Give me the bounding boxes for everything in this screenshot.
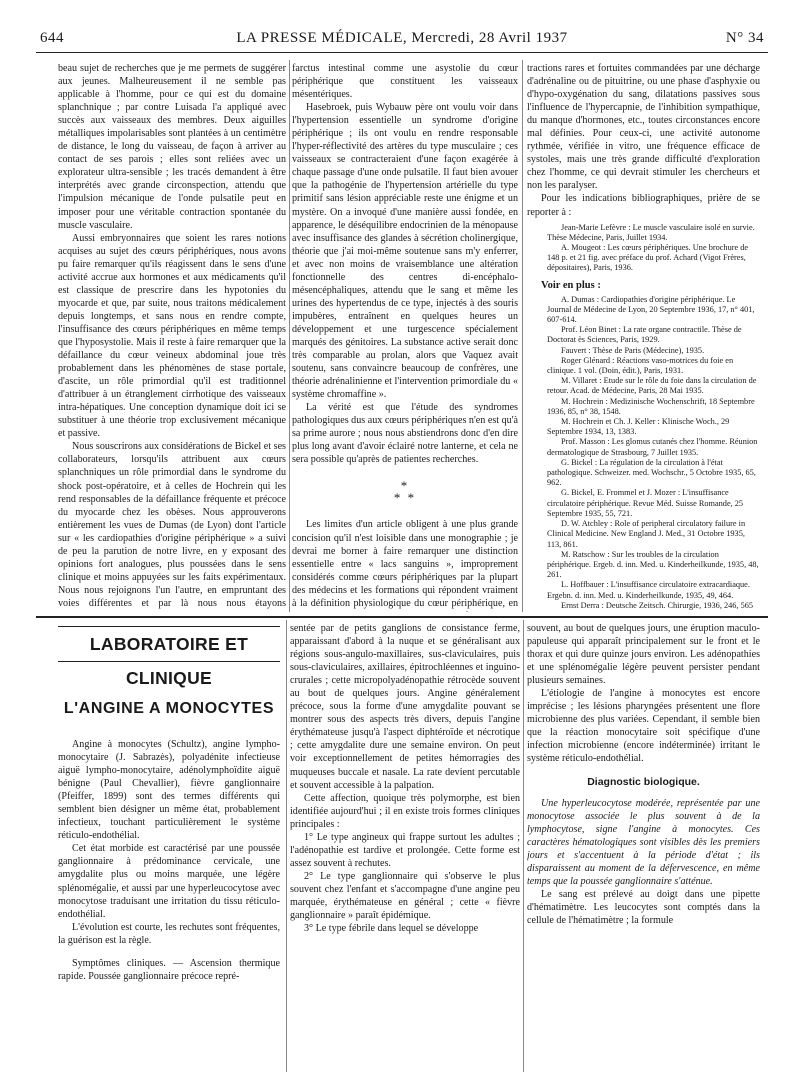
header-rule bbox=[36, 52, 768, 53]
paragraph: L'étiologie de l'angine à monocytes est encore imprécise ; les lésions pharyngées présentent une flore microbienne des plus variées. Cependant, il semble bien que la réaction monocytaire soit spécifique d'une infection microbienne (encore indéterminée) irritant le système réticulo-endothélial. bbox=[527, 688, 760, 765]
see-more-heading: Voir en plus : bbox=[541, 279, 601, 291]
paragraph: Une hyperleucocytose modérée, représentée par une monocytose associée le plus souvent à de la lymphocytose, signe l'angine à monocytes. Ces caractères hématologiques sont visibles dès les premiers jours et s'accentuent à la période d'état ; ils disparaissent au moment de la défervescence, en même temps que la poussée ganglionnaire s'atténue. bbox=[527, 797, 760, 887]
paragraph: 2° Le type ganglionnaire qui s'observe le plus souvent chez l'enfant et s'accompagne d'une angine peu marquée, érythémateuse en général ; cette « fièvre ganglionnaire » paraît épidémique. bbox=[290, 870, 520, 922]
reference: A. Mougeot : Les cœurs périphériques. Une brochure de 148 p. et 21 fig. avec préface du prof. Achard (Vigot Frères, dépositaires), Paris, 1936. bbox=[547, 242, 749, 273]
reference: Fauvert : Thèse de Paris (Médecine), 1935. bbox=[561, 345, 705, 355]
reference: L. Hoffbauer : L'insuffisance circulatoire extracardiaque. Ergebn. d. inn. Med. u. Kinderheilkunde, 1935, 49, 464. bbox=[547, 580, 750, 600]
paragraph: farctus intestinal comme une asystolie du cœur périphérique que constituent les vaisseaux mésentériques. bbox=[292, 63, 518, 101]
paragraph: Pour les indications bibliographiques, prière de se reporter à : bbox=[527, 193, 760, 218]
paragraph: Hasebroek, puis Wybauw père ont voulu voir dans l'hypertension essentielle un syndrome d'origine périphérique ; ils ont voulu en rendre responsable l'hyper-réflectivité des artères du type musculaire ; ces vaisseaux se contracteraient d'une façon exagérée à chaque passage d'une onde pulsatile. Il faut bien avouer que la pathogénie de l'hypertension artérielle du type primitif sans lésion appréciable reste une énigme et un mystère. On a invoqué d'une manière aussi fondée, en apparence, le déséquilibre endocrinien de la ménopause avec insuffisance des glandes à sécrétion cholinergique, théorie que j'ai moi-même soutenue sans m'y enferrer, et avec non moins de vraisemblance une altération fonctionnelle des centres di-encéphalo-mésencéphaliques, attendu que le sang et même les urines des hypertendus de ce type, injectés à des souris impubères, entraînent en quelques heures un développement et une turgescence spécialement marqués des génitoires. La substance active serait donc très comparable au prolan, alors que Vaquez avait soutenu, sans convaincre beaucoup de confrères, une théorie adrénalinienne et l'intervention primordiale du « système chromaffine ». bbox=[292, 102, 518, 401]
section-title: LABORATOIRE ET CLINIQUE bbox=[58, 626, 280, 662]
column-divider bbox=[523, 620, 524, 1072]
column-divider bbox=[286, 620, 287, 1072]
reference: G. Bickel, E. Frommel et J. Mozer : L'insuffisance circulatoire périphérique. Revue Méd. Suisse Romande, 25 Septembre 1935, 55, 721. bbox=[547, 488, 744, 518]
paragraph: Nous souscrirons aux considérations de Bickel et ses collaborateurs, lorsqu'ils attribuent aux cœurs splanchniques un rôle primordial dans le syndrome du shock post-opératoire, et à celles de Hochrein qui les rend responsables de la défaillance fréquente et précoce du myocarde chez les obèses. Nous approuverons entièrement les vues de Dumas (de Lyon) dont l'article sur « les cardiopathies d'origine périphérique » a suivi de peu la parution de notre livre, en y exposant des opinions fort analogues, plus poussées dans le sens clinique et moins appuyées sur les faits expérimentaux. Nous nous rejoignons l'un l'autre, en empruntant des voies différentes et par là nous nous étayons bbox=[58, 441, 286, 609]
page-number: 644 bbox=[40, 30, 64, 46]
reference: Roger Glénard : Réactions vaso-motrices du foie en clinique. 1 vol. (Doin, édit.), Paris, 1931. bbox=[547, 355, 734, 376]
top-column-3 bbox=[527, 62, 760, 612]
reference: Jean-Marie Lefèvre : Le muscle vasculaire isolé en survie. Thèse Médecine, Paris, Juillet 1934. bbox=[547, 222, 755, 242]
issue-number: N° 34 bbox=[725, 30, 764, 46]
paragraph: tractions rares et fortuites commandées par une décharge d'adrénaline ou de pituitrine, ou une phase d'asphyxie ou d'hypo-oxygénation du sang, dilatations passives sous l'influence de l'hypercapnie, de l'inhibition sympathique, du manque d'hormones, etc., toutes circonstances encore mal définies. Pour ceux-ci, une activité autonome rythmée, vérifiée in vitro, une fréquence efficace de systoles, mais une très grande difficulté d'exploration chez l'homme, ce qui devrait stimuler les chercheurs et non les paralyser. bbox=[527, 63, 760, 192]
section-asterism: * * * bbox=[393, 478, 417, 506]
paragraph: La vérité est que l'étude des syndromes pathologiques dus aux cœurs périphériques n'en est qu'à sa prime aurore ; nous nous abstiendrons donc d'en dire plus long avant d'avoir éclairé notre lanterne, et cela ne sera possible qu'après de patientes recherches. bbox=[292, 402, 518, 466]
reference: M. Hochrein : Medizinische Wochenschrift, 18 Septembre 1936, 85, n° 38, 1548. bbox=[547, 396, 755, 416]
journal-title: LA PRESSE MÉDICALE, Mercredi, 28 Avril 1937 bbox=[236, 30, 568, 46]
column-divider bbox=[289, 60, 290, 612]
reference: D. W. Atchley : Role of peripheral circulatory failure in Clinical Medicine. New England J. Med., 31 Octobre 1935, 113, 861. bbox=[547, 519, 746, 549]
paragraph: Cette affection, quoique très polymorphe, est bien identifiée aujourd'hui ; il en existe trois formes cliniques principales : bbox=[290, 792, 520, 830]
section-rule bbox=[36, 616, 768, 618]
reference: Prof. Masson : Les glomus cutanés chez l'homme. Réunion dermatologique de Strasbourg, 7 Juillet 1935. bbox=[547, 437, 758, 457]
column-divider bbox=[522, 60, 523, 612]
paragraph: Aussi embryonnaires que soient les rares notions acquises au sujet des cœurs périphériques, nous avons pu faire remarquer qu'ils réagissent dans le sens d'une activité accrue aux hormones et aux médicaments qu'il est classique de prescrire dans les hypotonies du myocarde et que, par suite, nous traitons médicalement depuis longtemps, et sans nous en rendre compte, l'insuffisance des cœurs périphériques en même temps que l'hyposystolie. Mais il reste à faire remarquer que la défaillance du cœur veineux abdominal joue très probablement dans les phénomènes de stase portale, d'ascite, un rôle primordial qu'il est traditionnel d'attribuer à un étranglement cirrhotique des vaisseaux intra-hépatiques. Une conception dynamique doit ici se substituer à une théorie trop exclusivement mécanique et passive. bbox=[58, 232, 286, 440]
reference: M. Villaret : Etude sur le rôle du foie dans la circulation de retour. Acad. de Médecine, Paris, 28 Mai 1935. bbox=[547, 376, 757, 396]
paragraph: Angine à monocytes (Schultz), angine lympho-monocytaire (J. Sabrazès), polyadénite infectieuse aiguë lympho-monocytaire, adénolymphoïdite aiguë bénigne (Paul Chevallier), fièvre ganglionnaire (Pfeiffer, 1899) sont des termes différents qui semblent bien désigner un même état, probablement infectieux, touchant particulièrement le système réticulo-endothélial. bbox=[58, 739, 280, 842]
article-title: L'ANGINE A MONOCYTES bbox=[63, 700, 275, 717]
paragraph: Les limites d'un article obligent à une plus grande concision qu'il n'est loisible dans une monographie ; je devrai me borner à faire remarquer une distinction essentielle entre « lacs sanguins », improprement considérés comme cœurs périphériques par la plupart des médecins et les formations qui répondent vraiment à la définition physiologique du cœur périphérique, en bbox=[292, 519, 518, 609]
reference: G. Bickel : La régulation de la circulation à l'état pathologique. Schweizer. med. Wochschr., 5 Octobre 1935, 65, 962. bbox=[547, 457, 756, 488]
paragraph: Le sang est prélevé au doigt dans une pipette d'hématimètre. Les leucocytes sont comptés dans la cellule de l'hématimètre ; la formule bbox=[527, 888, 760, 926]
paragraph: beau sujet de recherches que je me permets de suggérer aux jeunes. Malheureusement il ne semble pas applicable à l'homme, pour ce qui est du domaine splanchnique ; par contre Luisada l'a appliqué avec succès aux vaisseaux des membres. Deux aiguilles métalliques impolarisables sont plantées à un centimètre de distance, le long du vaisseau, de façon à arriver au contact de ses parois ; elles sont reliées avec un explorateur ultra-sensible ; les tracés demandent à être interprétés avec grande circonspection, attendu que l'impulsion mécanique de l'onde pulsatile peut en imposer pour une véritable contraction spontanée du muscle vasculaire. bbox=[58, 63, 286, 231]
paragraph: Symptômes cliniques. — Ascension thermique rapide. Poussée ganglionnaire précoce repré- bbox=[58, 957, 280, 982]
paragraph: Cet état morbide est caractérisé par une poussée ganglionnaire à prédominance cervicale, une amygdalite plus ou moins marquée, une légère splénomégalie, et aussi par une hyperleucocytose avec monocytose traduisant une irritation du tissu réticulo-endothélial. bbox=[58, 843, 280, 920]
top-column-2 bbox=[292, 62, 518, 612]
top-column-1 bbox=[58, 62, 286, 610]
paragraph: 1° Le type angineux qui frappe surtout les adultes ; l'adénopathie est tardive et prolongée. Cette forme est assez souvent à rechutes. bbox=[290, 831, 520, 869]
reference: M. Hochrein et Ch. J. Keller : Klinische Woch., 29 Septembre 1934, 13, 1383. bbox=[547, 417, 730, 437]
reference: Ernst Derra : Deutsche Zeitsch. Chirurgie, 1936, 246, 565 bbox=[561, 600, 754, 610]
bottom-column-1 bbox=[58, 738, 280, 1068]
subsection-heading: Diagnostic biologique. bbox=[587, 775, 700, 788]
paragraph: souvent, au bout de quelques jours, une éruption maculo-papuleuse qui apparaît principalement sur le front et le thorax et qui dure quinze jours environ. Les adénopathies et une splénomégalie légère peuvent persister pendant plusieurs semaines. bbox=[527, 623, 760, 687]
bottom-column-2 bbox=[290, 622, 520, 1072]
page-header bbox=[40, 26, 764, 48]
reference: A. Dumas : Cardiopathies d'origine périphérique. Le Journal de Médecine de Lyon, 20 Septembre 1936, 17, n° 401, 607-614. bbox=[547, 294, 755, 325]
paragraph: L'évolution est courte, les rechutes sont fréquentes, la guérison est la règle. bbox=[58, 921, 280, 946]
bottom-column-3 bbox=[527, 622, 760, 1072]
paragraph: sentée par de petits ganglions de consistance ferme, apparaissant d'abord à la nuque et se généralisant aux régions sous-angulo-maxillaires, sus-claviculaires, puis sous-claviculaires, axillaires, épitrochléennes et inguino-crurales ; cette micropolyadénopathie rétrocède souvent au bout de quelques jours. Angine généralement précoce, sous la forme d'une amygdalite pouvant se montrer sous des aspects très divers, depuis l'angine érythémateuse jusqu'à l'aspect diphtéroïde et nécrotique ; cette amygdalite dure une semaine environ. On peut voir exceptionnellement de petites hémorragies des muqueuses buccale et nasale. La rate devient percutable et souvent accessible à la palpation. bbox=[290, 623, 520, 791]
reference: Prof. Léon Binet : La rate organe contractile. Thèse de Doctorat ès Sciences, Paris, 1929. bbox=[547, 325, 742, 345]
paragraph: 3° Le type fébrile dans lequel se développe bbox=[304, 923, 479, 935]
reference: M. Ratschow : Sur les troubles de la circulation périphérique. Ergeb. d. inn. Med. u. Kinderheilkunde, 1935, 48, 261. bbox=[547, 549, 759, 580]
